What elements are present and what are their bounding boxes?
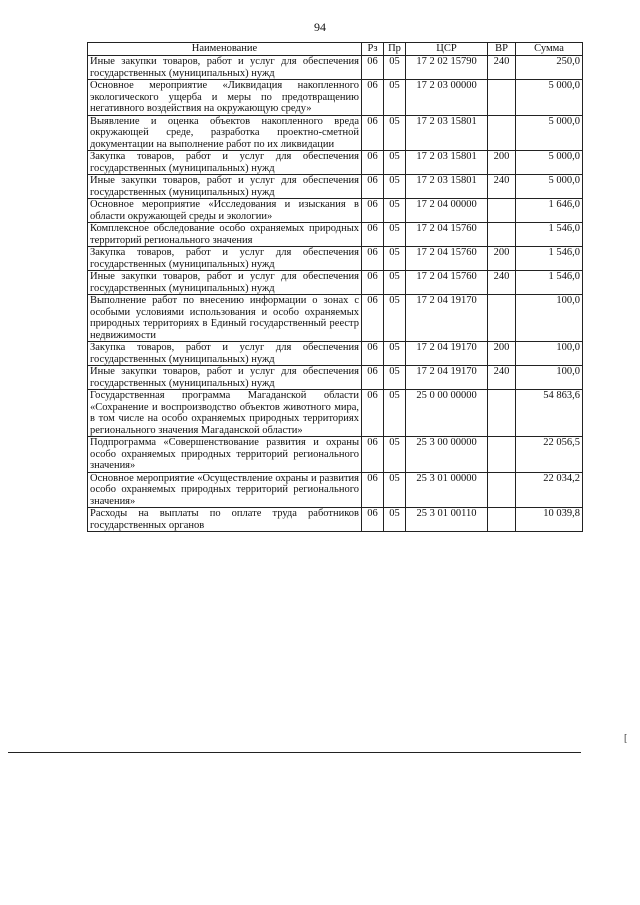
row-name: Иные закупки товаров, работ и услуг для обеспечения государственных (муниципальных) нужд — [88, 366, 362, 390]
row-sum: 54 863,6 — [516, 390, 583, 437]
row-name: Выполнение работ по внесению информации о зонах с особыми условиями использования и особо охраняемых природных территориях в Единый государственный реестр недвижимости — [88, 295, 362, 342]
table-row — [88, 271, 583, 295]
row-rz: 06 — [362, 472, 384, 508]
row-vr — [488, 437, 516, 473]
row-csr: 17 2 02 15790 — [406, 56, 488, 80]
row-rz: 06 — [362, 366, 384, 390]
row-pr: 05 — [384, 247, 406, 271]
row-name: Иные закупки товаров, работ и услуг для обеспечения государственных (муниципальных) нужд — [88, 175, 362, 199]
table-row — [88, 366, 583, 390]
column-header-csr: ЦСР — [406, 43, 488, 56]
row-name: Расходы на выплаты по оплате труда работников государственных органов — [88, 508, 362, 532]
table-row — [88, 115, 583, 151]
row-vr — [488, 472, 516, 508]
row-pr: 05 — [384, 295, 406, 342]
row-name: Закупка товаров, работ и услуг для обеспечения государственных (муниципальных) нужд — [88, 247, 362, 271]
table-row — [88, 199, 583, 223]
row-sum: 5 000,0 — [516, 175, 583, 199]
table-row — [88, 437, 583, 473]
table-row — [88, 175, 583, 199]
row-pr: 05 — [384, 80, 406, 116]
row-rz: 06 — [362, 56, 384, 80]
row-vr: 240 — [488, 366, 516, 390]
row-sum: 100,0 — [516, 295, 583, 342]
row-name: Основное мероприятие «Ликвидация накопленного экологического ущерба и меры по предотвращению негативного воздействия на окружающую среду» — [88, 80, 362, 116]
page-number: 94 — [314, 20, 326, 34]
row-vr: 240 — [488, 175, 516, 199]
row-csr: 25 3 00 00000 — [406, 437, 488, 473]
bottom-rule — [8, 752, 581, 753]
column-header-sum: Сумма — [516, 43, 583, 56]
table-row — [88, 223, 583, 247]
edge-mark: [ — [624, 733, 628, 744]
row-sum: 22 034,2 — [516, 472, 583, 508]
row-sum: 5 000,0 — [516, 80, 583, 116]
table-row — [88, 390, 583, 437]
column-header-vr: ВР — [488, 43, 516, 56]
budget-table — [87, 42, 583, 532]
row-vr: 200 — [488, 247, 516, 271]
row-csr: 17 2 04 15760 — [406, 271, 488, 295]
row-pr: 05 — [384, 115, 406, 151]
row-name: Выявление и оценка объектов накопленного вреда окружающей среде, разработка проектно-сметной документации на выполнение работ по их ликвидации — [88, 115, 362, 151]
table-row — [88, 295, 583, 342]
row-rz: 06 — [362, 175, 384, 199]
row-sum: 100,0 — [516, 366, 583, 390]
row-pr: 05 — [384, 175, 406, 199]
row-pr: 05 — [384, 342, 406, 366]
row-rz: 06 — [362, 342, 384, 366]
row-vr: 240 — [488, 271, 516, 295]
row-pr: 05 — [384, 199, 406, 223]
table-row — [88, 247, 583, 271]
row-sum: 1 546,0 — [516, 271, 583, 295]
row-name: Закупка товаров, работ и услуг для обеспечения государственных (муниципальных) нужд — [88, 342, 362, 366]
row-pr: 05 — [384, 366, 406, 390]
row-vr — [488, 223, 516, 247]
row-vr — [488, 115, 516, 151]
row-sum: 100,0 — [516, 342, 583, 366]
row-csr: 17 2 04 00000 — [406, 199, 488, 223]
column-header-rz: Рз — [362, 43, 384, 56]
row-pr: 05 — [384, 56, 406, 80]
row-sum: 250,0 — [516, 56, 583, 80]
row-name: Подпрограмма «Совершенствование развития и охраны особо охраняемых природных территорий регионального значения» — [88, 437, 362, 473]
row-rz: 06 — [362, 151, 384, 175]
row-name: Комплексное обследование особо охраняемых природных территорий регионального значения — [88, 223, 362, 247]
row-vr: 240 — [488, 56, 516, 80]
row-name: Основное мероприятие «Исследования и изыскания в области окружающей среды и экологии» — [88, 199, 362, 223]
row-csr: 17 2 04 19170 — [406, 366, 488, 390]
row-pr: 05 — [384, 472, 406, 508]
row-name: Основное мероприятие «Осуществление охраны и развития особо охраняемых природных территорий регионального значения» — [88, 472, 362, 508]
row-csr: 17 2 04 15760 — [406, 223, 488, 247]
row-vr — [488, 390, 516, 437]
row-csr: 17 2 04 19170 — [406, 342, 488, 366]
row-pr: 05 — [384, 271, 406, 295]
row-csr: 25 0 00 00000 — [406, 390, 488, 437]
row-csr: 17 2 03 00000 — [406, 80, 488, 116]
row-vr — [488, 295, 516, 342]
row-csr: 17 2 03 15801 — [406, 115, 488, 151]
column-header-pr: Пр — [384, 43, 406, 56]
row-csr: 17 2 04 19170 — [406, 295, 488, 342]
row-vr — [488, 80, 516, 116]
row-pr: 05 — [384, 508, 406, 532]
row-sum: 22 056,5 — [516, 437, 583, 473]
table-row — [88, 342, 583, 366]
row-rz: 06 — [362, 247, 384, 271]
table-row — [88, 80, 583, 116]
header-row — [88, 43, 583, 56]
row-vr: 200 — [488, 342, 516, 366]
row-csr: 17 2 03 15801 — [406, 151, 488, 175]
row-sum: 1 546,0 — [516, 223, 583, 247]
row-pr: 05 — [384, 390, 406, 437]
row-sum: 1 546,0 — [516, 247, 583, 271]
row-csr: 17 2 04 15760 — [406, 247, 488, 271]
row-vr — [488, 199, 516, 223]
row-sum: 5 000,0 — [516, 151, 583, 175]
row-name: Государственная программа Магаданской области «Сохранение и воспроизводство объектов животного мира, в том числе на особо охраняемых природных территориях регионального значения Магаданской области» — [88, 390, 362, 437]
row-rz: 06 — [362, 390, 384, 437]
row-name: Иные закупки товаров, работ и услуг для обеспечения государственных (муниципальных) нужд — [88, 56, 362, 80]
row-rz: 06 — [362, 295, 384, 342]
row-name: Закупка товаров, работ и услуг для обеспечения государственных (муниципальных) нужд — [88, 151, 362, 175]
row-csr: 17 2 03 15801 — [406, 175, 488, 199]
row-vr: 200 — [488, 151, 516, 175]
row-rz: 06 — [362, 437, 384, 473]
table-row — [88, 508, 583, 532]
table-row — [88, 472, 583, 508]
row-sum: 5 000,0 — [516, 115, 583, 151]
row-csr: 25 3 01 00000 — [406, 472, 488, 508]
row-pr: 05 — [384, 223, 406, 247]
row-rz: 06 — [362, 115, 384, 151]
column-header-name: Наименование — [88, 43, 362, 56]
row-rz: 06 — [362, 80, 384, 116]
row-pr: 05 — [384, 437, 406, 473]
table-row — [88, 151, 583, 175]
row-name: Иные закупки товаров, работ и услуг для обеспечения государственных (муниципальных) нужд — [88, 271, 362, 295]
row-rz: 06 — [362, 271, 384, 295]
row-rz: 06 — [362, 199, 384, 223]
row-rz: 06 — [362, 508, 384, 532]
row-sum: 10 039,8 — [516, 508, 583, 532]
table-row — [88, 56, 583, 80]
row-vr — [488, 508, 516, 532]
row-sum: 1 646,0 — [516, 199, 583, 223]
row-pr: 05 — [384, 151, 406, 175]
row-rz: 06 — [362, 223, 384, 247]
row-csr: 25 3 01 00110 — [406, 508, 488, 532]
